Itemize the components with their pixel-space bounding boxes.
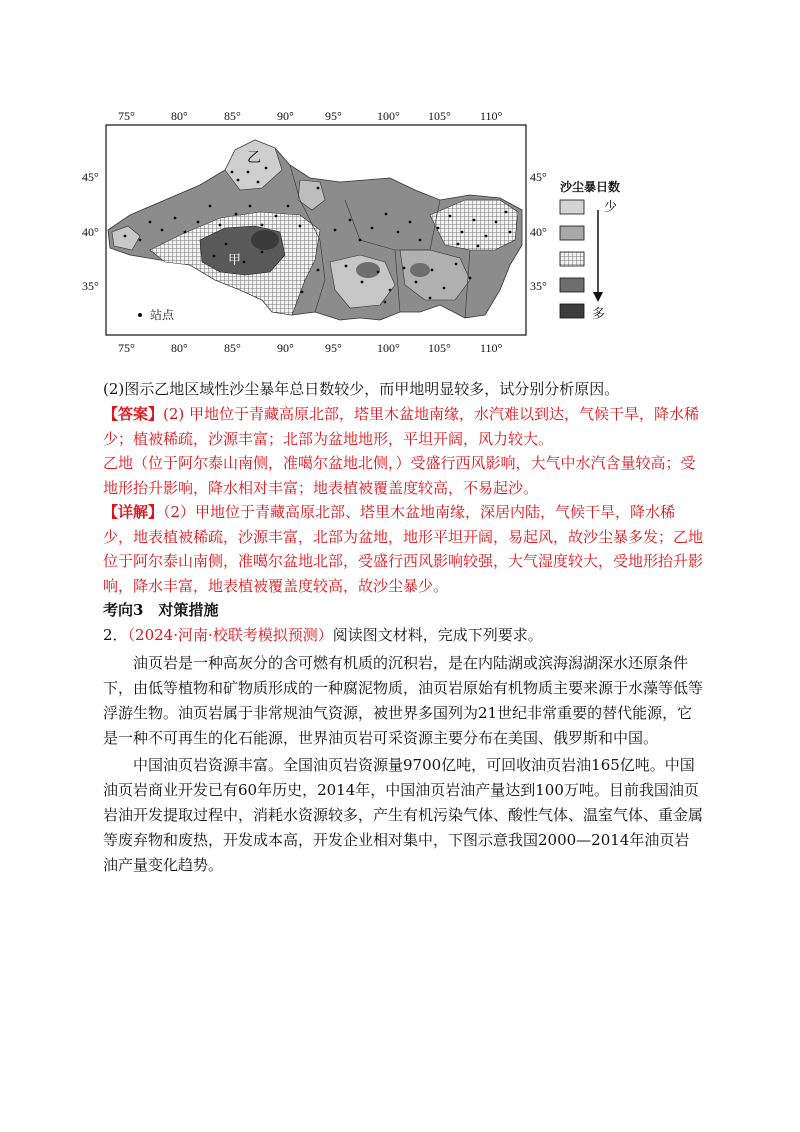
tick-label: 40° <box>530 225 547 239</box>
tick-label: 35° <box>530 279 547 293</box>
label-yi: 乙 <box>247 150 261 166</box>
tick-label: 75° <box>118 109 135 123</box>
bottom-longitude-ticks <box>118 341 503 355</box>
tick-label: 80° <box>171 341 188 355</box>
material-paragraph-1: 油页岩是一种高灰分的含可燃有机质的沉积岩，是在内陆湖或滨海潟湖深水还原条件下，由低等植物和矿物质形成的一种腐泥物质，油页岩原始有机物质主要来源于水藻等低等浮游生物。油页岩属于非常规油气资源，被世界多国列为21世纪非常重要的替代能源，它是一种不可再生的化石能源，世界油页岩可采资源主要分布在美国、俄罗斯和中国。 <box>103 654 704 747</box>
station-label: 站点 <box>150 308 175 322</box>
tick-label: 80° <box>171 109 188 123</box>
region-dark-spot <box>356 262 380 278</box>
tick-label: 75° <box>118 341 135 355</box>
legend-swatch-3 <box>560 252 584 266</box>
tick-label: 95° <box>325 109 342 123</box>
tick-label: 85° <box>224 341 241 355</box>
detail-text: （2）甲地位于青藏高原北部、塔里木盆地南缘，深居内陆，气候干旱，降水稀少，地表植被稀疏，沙源丰富，北部为盆地，地形平坦开阔，易起风，故沙尘暴多发；乙地位于阿尔泰山南侧，准噶尔盆地北部，受盛行西风影响较强，大气湿度较大，受地形抬升影响，降水丰富，地表植被覆盖度较高，故沙尘暴少。 <box>103 503 704 595</box>
tick-label: 105° <box>428 109 451 123</box>
question-number: 2． <box>103 626 128 644</box>
top-longitude-ticks <box>118 109 503 123</box>
region-darkest <box>251 230 279 250</box>
tick-label: 100° <box>377 109 400 123</box>
label-jia: 甲 <box>228 253 242 268</box>
left-latitude-ticks <box>82 170 99 293</box>
tick-label: 110° <box>480 341 503 355</box>
legend-high: 多 <box>592 307 606 322</box>
tick-label: 45° <box>82 170 99 184</box>
legend-title: 沙尘暴日数 <box>560 180 621 194</box>
tick-label: 110° <box>480 109 503 123</box>
station-marker <box>138 313 142 317</box>
tick-label: 95° <box>325 341 342 355</box>
answer-line-1: (2) 甲地位于青藏高原北部，塔里木盆地南缘，水汽难以到达，气候干旱，降水稀少；植被稀疏，沙源丰富；北部为盆地地形，平坦开阔，风力较大。 <box>103 405 700 448</box>
section-heading: 考向3 对策措施 <box>103 601 219 619</box>
legend-arrow-head <box>593 292 603 302</box>
tick-label: 45° <box>530 170 547 184</box>
region-dark-spot <box>410 263 430 277</box>
answer-block <box>103 402 703 451</box>
material-paragraph-2: 中国油页岩资源丰富。全国油页岩资源量9700亿吨，可回收油页岩油165亿吨。中国油页岩商业开发已有60年历史，2014年，中国油页岩油产量达到100万吨。目前我国油页岩油开发提取过程中，消耗水资源较多，产生有机污染气体、酸性气体、温室气体、重金属等废弃物和废热，开发成本高，开发企业相对集中，下图示意我国2000—2014年油页岩油产量变化趋势。 <box>103 756 704 874</box>
tick-label: 90° <box>277 109 294 123</box>
answer-tag: 【答案】 <box>103 405 164 423</box>
right-latitude-ticks <box>530 170 547 293</box>
question-2-header <box>103 623 703 648</box>
question-2: (2)图示乙地区域性沙尘暴年总日数较少，而甲地明显较多，试分别分析原因。 <box>103 380 620 398</box>
map-legend <box>560 179 620 322</box>
legend-swatch-1 <box>560 200 584 214</box>
detail-tag: 【详解】 <box>103 503 164 521</box>
tick-label: 85° <box>224 109 241 123</box>
tick-label: 105° <box>428 341 451 355</box>
question-source: （2024·河南·校联考模拟预测） <box>127 626 333 644</box>
tick-label: 40° <box>82 225 99 239</box>
detail-block <box>103 500 703 598</box>
question-prompt: 阅读图文材料，完成下列要求。 <box>332 626 543 644</box>
tick-label: 90° <box>277 341 294 355</box>
answer-line-2: 乙地（位于阿尔泰山南侧，准噶尔盆地北侧，）受盛行西风影响，大气中水汽含量较高；受地形抬升影响，降水相对丰富；地表植被覆盖度较高，不易起沙。 <box>103 454 696 497</box>
legend-swatch-4 <box>560 278 584 292</box>
tick-label: 100° <box>377 341 400 355</box>
legend-low: 少 <box>604 200 618 215</box>
dust-storm-map <box>0 0 800 370</box>
legend-swatch-2 <box>560 226 584 240</box>
tick-label: 35° <box>82 279 99 293</box>
legend-swatch-5 <box>560 304 584 318</box>
